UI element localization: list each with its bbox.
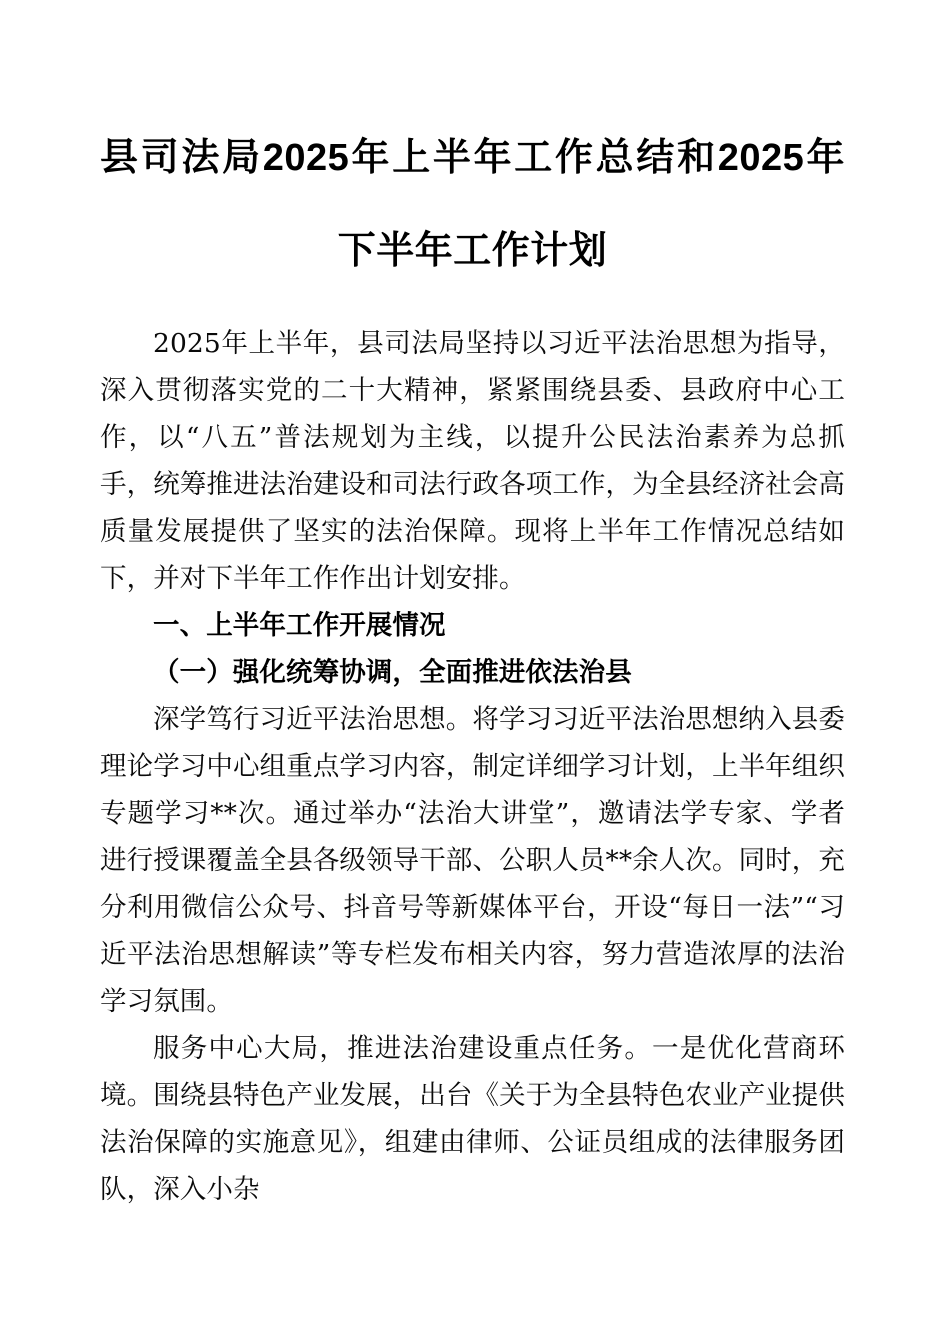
page-bottom-whitespace	[100, 1213, 845, 1214]
paragraph-2: 服务中心大局，推进法治建设重点任务。一是优化营商环境。围绕县特色产业发展，出台《关于为全县特色农业产业提供法治保障的实施意见》，组建由律师、公证员组成的法律服务团队，深入小杂	[100, 1033, 845, 1205]
paragraph-intro: 2025年上半年，县司法局坚持以习近平法治思想为指导，深入贯彻落实党的二十大精神，紧紧围绕县委、县政府中心工作，以“八五”普法规划为主线，以提升公民法治素养为总抓手，统筹推进法治建设和司法行政各项工作，为全县经济社会高质量发展提供了坚实的法治保障。现将上半年工作情况总结如下，并对下半年工作作出计划安排。	[100, 328, 845, 594]
heading-section-1-1: （一）强化统筹协调，全面推进依法治县	[153, 657, 632, 688]
heading-section-1: 一、上半年工作开展情况	[153, 610, 446, 641]
paragraph-1: 深学笃行习近平法治思想。将学习习近平法治思想纳入县委理论学习中心组重点学习内容，制定详细学习计划，上半年组织专题学习**次。通过举办“法治大讲堂”，邀请法学专家、学者进行授课覆盖全县各级领导干部、公职人员**余人次。同时，充分利用微信公众号、抖音号等新媒体平台，开设“每日一法”“习近平法治思想解读”等专栏发布相关内容，努力营造浓厚的法治学习氛围。	[100, 704, 845, 1017]
page-title: 县司法局2025年上半年工作总结和2025年下半年工作计划	[100, 137, 845, 272]
